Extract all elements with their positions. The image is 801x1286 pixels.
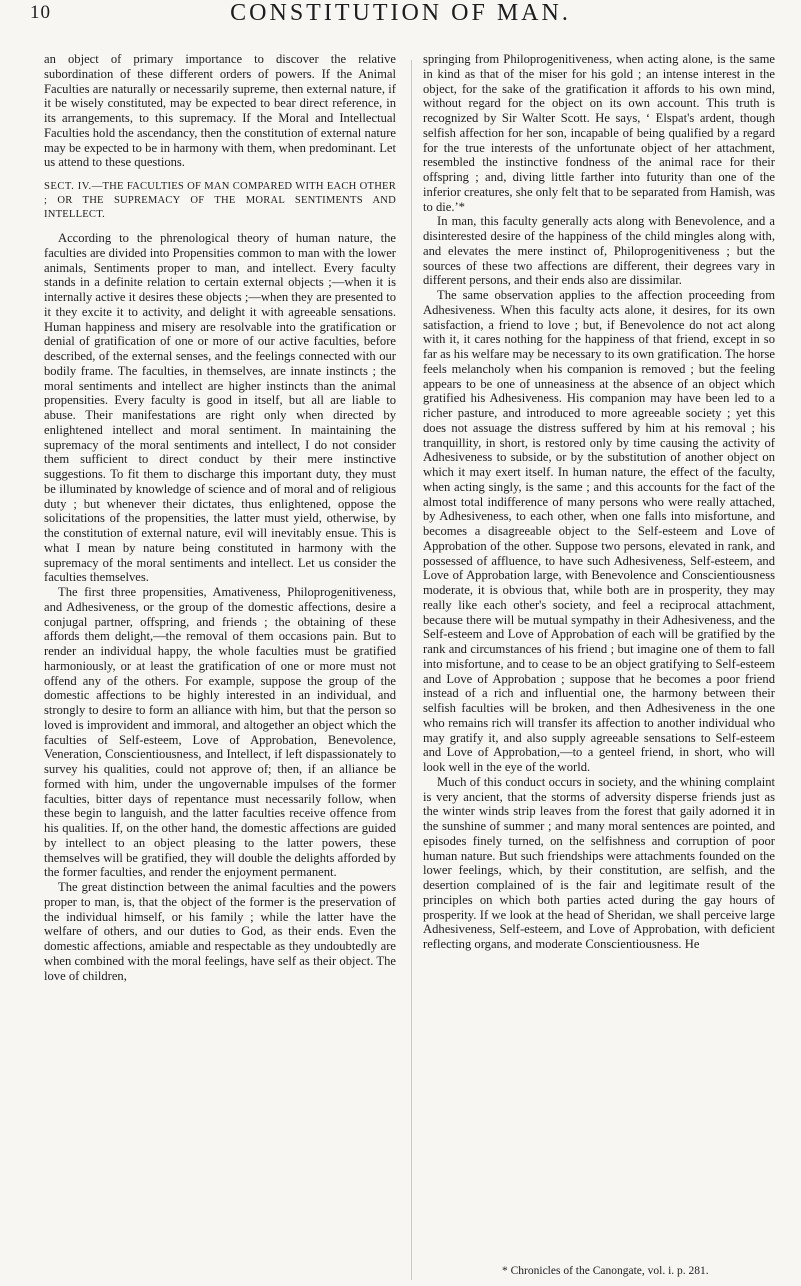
section-label: SECT. IV. (44, 181, 92, 192)
column-divider (411, 60, 412, 1280)
paragraph: an object of primary importance to discover the relative subordination of these different orders of powers. If the Animal Faculties are naturally or necessarily supreme, then external nature, if it be wisely constituted, may be expected to bear direct reference, in its arrangements, to this supremacy. If the Moral and Intellectual Faculties hold the ascendancy, then the constitution of external nature may be expected to be in harmony with them, when predominant. Let us attend to these questions. (44, 52, 396, 170)
paragraph: springing from Philoprogenitiveness, when acting alone, is the same in kind as that of the miser for his gold ; an intense interest in the object, for the sake of the gratification it affords to his own mind, without regard for the object on its own account. This truth is recognized by Sir Walter Scott. He says, ‘ Elspat's ardent, though selfish affection for her son, incapable of being qualified by a regard for the true interests of the unfortunate object of her attachment, resembled the instinctive fondness of the animal race for their offspring ; and, diving little farther into futurity than one of the inferior creatures, she only felt that to be separated from Hamish, was to die.’* (423, 52, 775, 214)
paragraph: In man, this faculty generally acts along with Benevolence, and a disinterested desire of the happiness of the child mingles along with, and elevates the mere instinct of, Philoprogenitiveness ; but the sources of these two affections are different, their degrees vary in different persons, and their ends also are dissimilar. (423, 214, 775, 288)
right-column (423, 52, 775, 952)
section-heading (44, 180, 396, 222)
paragraph: Much of this conduct occurs in society, and the whining complaint is very ancient, that the storms of adversity disperse friends just as the winter winds strip leaves from the forest that gaily adorned it in the sunshine of summer ; and many moral sentences are pointed, and episodes finely turned, on the selfishness and corruption of poor human nature. But such friendships were attachments founded on the lower feelings, which, by their constitution, are selfish, and the desertion complained of is the fair and legitimate result of the principles on which both parties acted during the gay hours of prosperity. If we look at the head of Sheridan, we shall perceive large Adhesiveness, Self-esteem, and Love of Approbation, with deficient reflecting organs, and moderate Conscientiousness. He (423, 774, 775, 951)
left-column (44, 52, 396, 983)
running-title: CONSTITUTION OF MAN. (230, 0, 571, 26)
paragraph: According to the phrenological theory of human nature, the faculties are divided into Propensities common to man with the lower animals, Sentiments proper to man, and intellect. Every faculty stands in a definite relation to certain external objects ;—when it is internally active it desires these objects ;—when they are presented to it they excite it to activity, and delight it with agreeable sensations. Human happiness and misery are resolvable into the gratification or denial of gratification of one or more of our active faculties, before described, of the external senses, and the feelings connected with our bodily frame. The faculties, in themselves, are innate instincts ; the moral sentiments and intellect are higher instincts than the animal propensities. Every faculty is good in itself, but all are liable to abuse. Their manifestations are right only when directed by enlightened intellect and moral sentiment. In maintaining the supremacy of the moral sentiments and intellect, I do not consider them sufficient to direct conduct by their mere instinctive suggestions. To fit them to discharge this important duty, they must be illuminated by knowledge of science and of moral and of religious duty ; but whenever their dictates, thus enlightened, oppose the solicitations of the propensities, the latter must yield, otherwise, by the constitution of external nature, evil will inevitably ensue. This is what I mean by nature being constituted in harmony with the supremacy of the moral sentiments and intellect. Let us consider the faculties themselves. (44, 231, 396, 585)
section-title: —THE FACULTIES OF MAN COMPARED WITH EACH OTHER ; OR THE SUPREMACY OF THE MORAL SENTIMENTS AND INTELLECT. (44, 181, 396, 220)
paragraph: The first three propensities, Amativeness, Philoprogenitiveness, and Adhesiveness, or the group of the domestic affections, desire a conjugal partner, offspring, and friends ; the obtaining of these affords them delight,—the removal of them occasions pain. But to render an individual happy, the whole faculties must be gratified harmoniously, or at least the gratification of one or more must not offend any of the others. For example, suppose the group of the domestic affections to be highly interested in an individual, and strongly to desire to form an alliance with him, but that the person so loved is improvident and immoral, and altogether an object which the faculties of Self-esteem, Love of Approbation, Benevolence, Veneration, Conscientiousness, and Intellect, if left dispassionately to survey his qualities, could not approve of; then, if an alliance be formed with him, under the ungovernable impulses of the former faculties, bitter days of repentance must necessarily follow, when these begin to languish, and the latter faculties receive offence from his qualities. If, on the other hand, the domestic affections are guided by intellect to an object pleasing to the latter powers, these themselves will be gratified, they will double the delights afforded by the former faculties, and render the enjoyment permanent. (44, 585, 396, 880)
paragraph: The same observation applies to the affection proceeding from Adhesiveness. When this faculty acts alone, it desires, for its own satisfaction, a friend to love ; but, if Benevolence do not act along with it, it cares nothing for the happiness of that friend, except in so far as his welfare may be necessary to its own gratification. The horse feels melancholy when his companion is removed ; but the feeling appears to be one of unneasiness at the absence of an object which gratified his Adhesiveness. His companion may have been led to a richer pasture, and introduced to more agreeable society ; yet this does not assuage the distress suffered by him at his removal ; his tranquillity, in short, is restored only by time causing the activity of Adhesiveness to subside, or by the substitution of another object on which it may exert itself. In human nature, the effect of the faculty, when acting singly, is the same ; and this accounts for the fact of the almost total indifference of many persons who were really attached, by Adhesiveness, to each other, when one falls into misfortune, and becomes a disagreeable object to the Self-esteem and Love of Approbation of the other. Suppose two persons, elevated in rank, and possessed of affluence, to have such Adhesiveness, Self-esteem, and Love of Approbation large, with Benevolence and Conscientiousness moderate, it is obvious that, while both are in prosperity, they may really like each other's society, and feel a reciprocal attachment, because there will be mutual sympathy in their Adhesiveness, and the Self-esteem and Love of Approbation of each will be gratified by the rank and circumstances of his friend ; but imagine one of them to fall into misfortune, and to cease to be an object gratifying to Self-esteem and Love of Approbation ; suppose that he becomes a poor friend instead of a rich and influential one, the harmony between their selfish faculties will be broken, and then Adhesiveness in the one who remains rich will transfer its affection to another individual who may gratify it, and also supply agreeable sensations to Self-esteem and Love of Approbation,—to a genteel friend, in short, who will look well in the eye of the world. (423, 288, 775, 774)
page-number: 10 (30, 2, 51, 23)
footnote: * Chronicles of the Canongate, vol. i. p. 281. (502, 1265, 709, 1277)
paragraph: The great distinction between the animal faculties and the powers proper to man, is, that the object of the former is the preservation of the individual himself, or his family ; while the latter have the welfare of others, and our duties to God, as their ends. Even the domestic affections, amiable and respectable as they undoubtedly are when combined with the moral feelings, have self as their object. The love of children, (44, 880, 396, 983)
